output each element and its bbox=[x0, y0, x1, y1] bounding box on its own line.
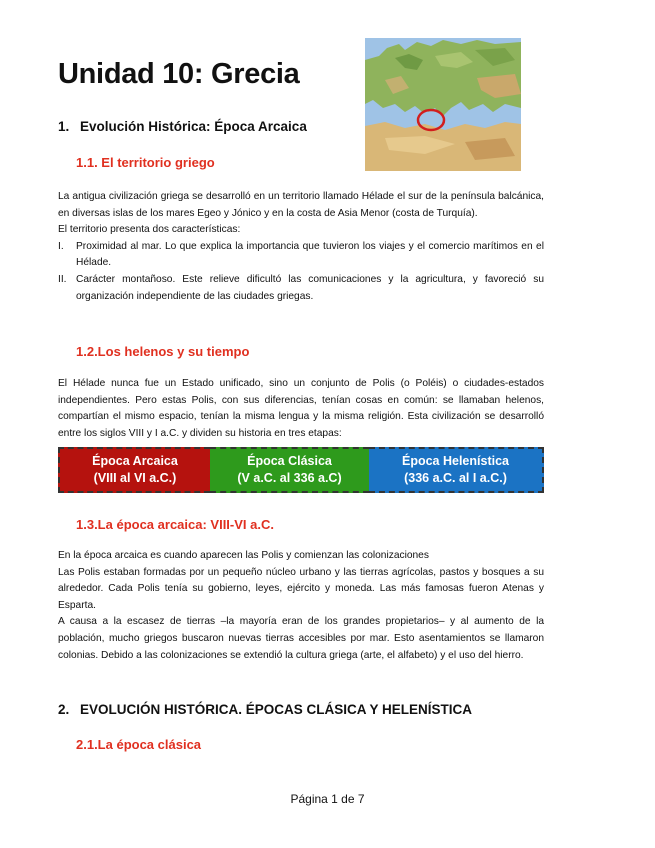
subsection-1-3-body bbox=[58, 548, 544, 664]
subsection-1-2-body bbox=[58, 376, 544, 442]
period-clasica bbox=[210, 447, 369, 493]
paragraph: El territorio presenta dos características: bbox=[58, 224, 241, 236]
section-1-title: Evolución Histórica: Época Arcaica bbox=[80, 119, 307, 134]
section-2-title: EVOLUCIÓN HISTÓRICA. ÉPOCAS CLÁSICA Y HELENÍSTICA bbox=[80, 702, 473, 717]
paragraph: El Hélade nunca fue un Estado unificado, sino un conjunto de Polis (o Poléis) o ciudades-estados independientes. Pero estas Polis, con sus diferencias, tenían cosas en común: se llamaban helenos, compartían el mismo espacio, tenían la misma lengua y la misma religión. Esta civilización se desarrolló entre los siglos VIII y I a.C. y dividen su historia en tres etapas: bbox=[58, 378, 544, 439]
list-item: II. Carácter montañoso. Este relieve dificultó las comunicaciones y la agricultura, y favoreció su organización independiente de las ciudades griegas. bbox=[58, 273, 544, 302]
list-item: I. Proximidad al mar. Lo que explica la importancia que tuvieron los viajes y el comercio marítimos en el Hélade. bbox=[58, 240, 544, 269]
greece-location-map bbox=[365, 38, 521, 171]
period-helenistica bbox=[369, 447, 544, 493]
subsection-1-3-heading: 1.3.La época arcaica: VIII-VI a.C. bbox=[76, 517, 274, 532]
periods-timeline bbox=[58, 447, 544, 493]
period-name: Época Arcaica bbox=[92, 454, 178, 468]
period-name: Época Clásica bbox=[247, 454, 332, 468]
page-footer: Página 1 de 7 bbox=[290, 792, 365, 806]
paragraph: A causa a la escasez de tierras –la mayoría eran de los grandes propietarios– y al aumento de la población, mucho griegos buscaron nuevas tierras accesibles por mar. Esto asentamientos se llamaron colonias. Debido a las colonizaciones se extendió la cultura griega (arte, el alfabeto) y el uso del hierro. bbox=[58, 616, 544, 661]
section-2-heading bbox=[58, 702, 472, 717]
subsection-1-1-body bbox=[58, 189, 544, 305]
period-range: (VIII al VI a.C.) bbox=[93, 471, 177, 485]
section-1-number: 1. bbox=[58, 119, 70, 134]
paragraph: Las Polis estaban formadas por un pequeño núcleo urbano y las tierras agrícolas, pastos y bosques a su alrededor. Cada Polis tenía su gobierno, leyes, ejército y moneda. Las más famosas fueron Atenas y Esparta. bbox=[58, 566, 544, 611]
period-arcaica bbox=[58, 447, 210, 493]
characteristics-list bbox=[58, 239, 544, 305]
section-2-number: 2. bbox=[58, 702, 70, 717]
subsection-2-1-heading: 2.1.La época clásica bbox=[76, 737, 202, 752]
paragraph: En la época arcaica es cuando aparecen las Polis y comienzan las colonizaciones bbox=[58, 550, 429, 561]
period-name: Época Helenística bbox=[402, 454, 509, 468]
section-1-heading bbox=[58, 119, 307, 134]
page-title: Unidad 10: Grecia bbox=[58, 58, 300, 90]
subsection-1-2-heading: 1.2.Los helenos y su tiempo bbox=[76, 344, 250, 359]
paragraph: La antigua civilización griega se desarrolló en un territorio llamado Hélade el sur de la península balcánica, en diversas islas de los mares Egeo y Jónico y en la costa de Asia Menor (costa de Turquía). bbox=[58, 191, 544, 219]
period-range: (336 a.C. al I a.C.) bbox=[404, 471, 507, 485]
period-range: (V a.C. al 336 a.C) bbox=[237, 471, 342, 485]
subsection-1-1-heading: 1.1. El territorio griego bbox=[76, 155, 215, 170]
